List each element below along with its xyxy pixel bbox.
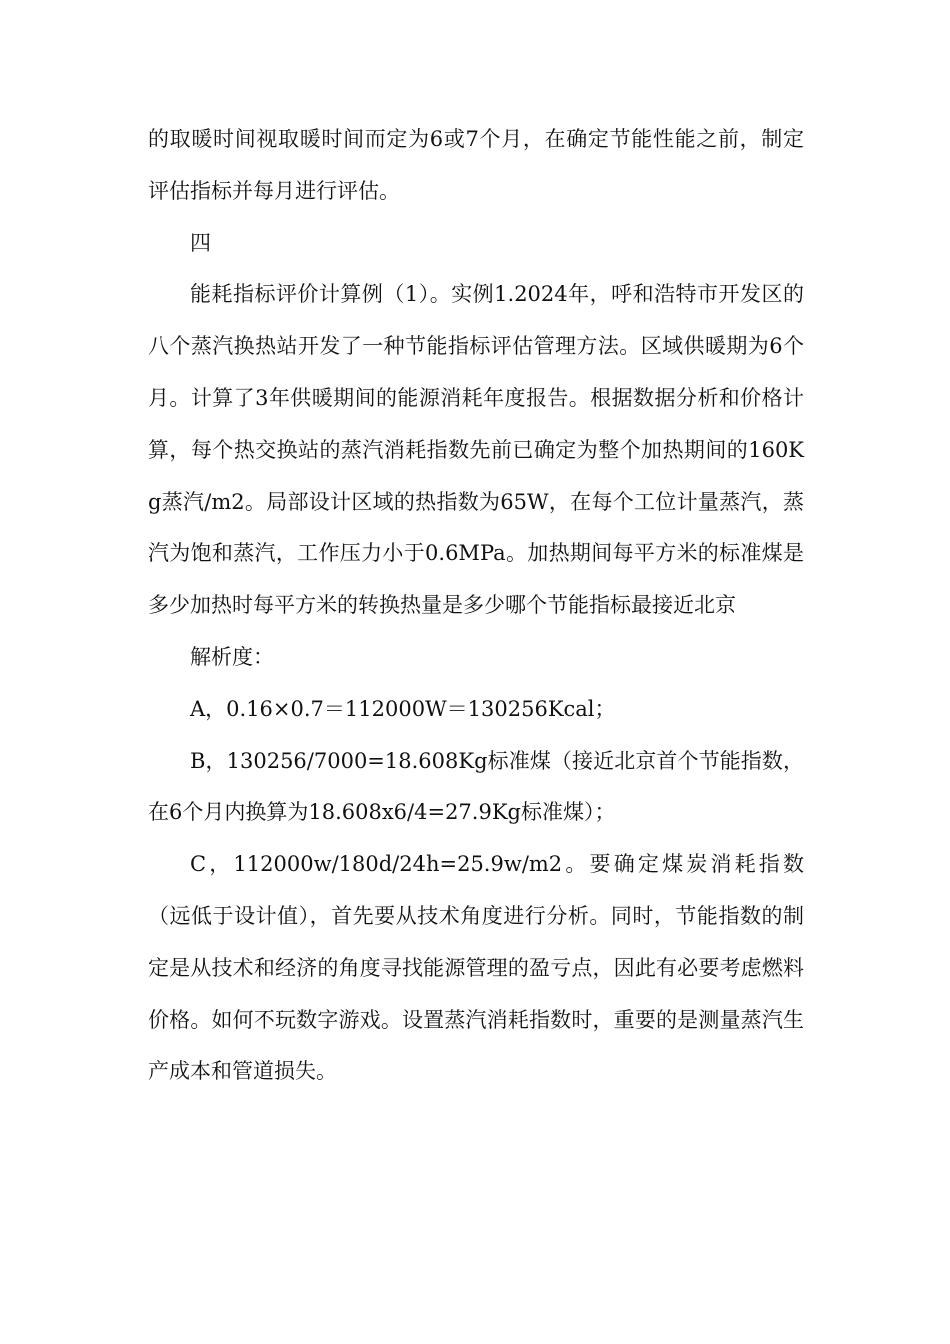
paragraph-example-problem: 能耗指标评价计算例（1）。实例1.2024年，呼和浩特市开发区的八个蒸汽换热站开发了一种节能指标评估管理方法。区域供暖期为6个月。计算了3年供暖期间的能源消耗年度报告。根据数据分析和价格计算，每个热交换站的蒸汽消耗指数先前已确定为整个加热期间的160Kg蒸汽/m2。局部设计区域的热指数为65W，在每个工位计量蒸汽，蒸汽为饱和蒸汽，工作压力小于0.6MPa。加热期间每平方米的标准煤是多少加热时每平方米的转换热量是多少哪个节能指标最接近北京 [148, 282, 804, 618]
paragraph-step-a: A，0.16×0.7＝112000W＝130256Kcal； [190, 696, 616, 721]
paragraph-heating-period: 的取暖时间视取暖时间而定为6或7个月，在确定节能性能之前，制定评估指标并每月进行评估。 [148, 127, 804, 203]
paragraph-step-b: B，130256/7000=18.608Kg标准煤（接近北京首个节能指数，在6个月内换算为18.608x6/4=27.9Kg标准煤）； [148, 748, 804, 825]
paragraph-step-c: C，112000w/180d/24h=25.9w/m2。要确定煤炭消耗指数（远低于设计值），首先要从技术角度进行分析。同时，节能指数的制定是从技术和经济的角度寻找能源管理的盈亏点，因此有必要考虑燃料价格。如何不玩数字游戏。设置蒸汽消耗指数时，重要的是测量蒸汽生产成本和管道损失。 [148, 852, 804, 1084]
section-number: 四 [190, 230, 211, 255]
document-body [148, 114, 804, 1098]
paragraph-solution-heading: 解析度： [190, 644, 274, 669]
